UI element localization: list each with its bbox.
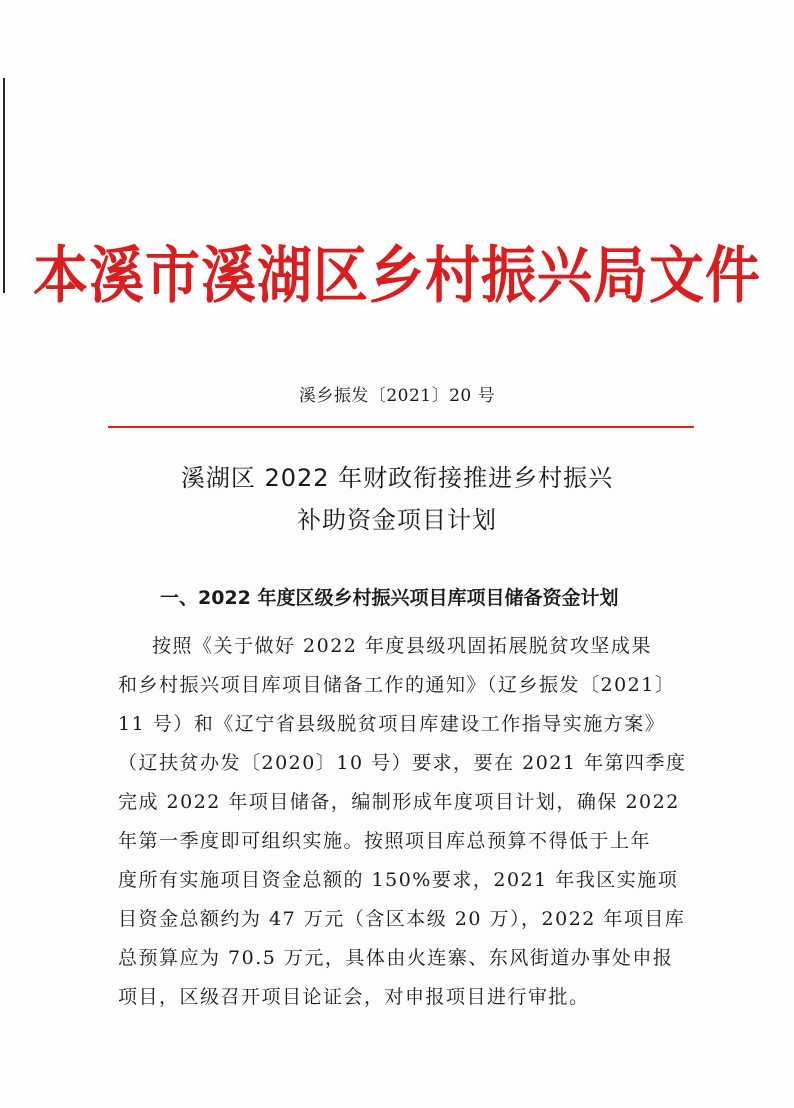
red-separator-line [108,426,694,428]
body-line: 总预算应为 70.5 万元，具体由火连寨、东风街道办事处申报 [118,947,674,969]
body-line: 目资金总额约为 47 万元（含区本级 20 万），2022 年项目库 [118,908,686,930]
body-line: 度所有实施项目资金总额的 150%要求，2021 年我区实施项 [118,869,679,891]
issuer-header: 本溪市溪湖区乡村振兴局文件 [32,239,761,312]
section-heading: 一、2022 年度区级乡村振兴项目库项目储备资金计划 [160,587,619,609]
body-line: 完成 2022 年项目储备，编制形成年度项目计划，确保 2022 [118,791,680,813]
document-title-line-2: 补助资金项目计划 [297,506,497,534]
document-number: 溪乡振发〔2021〕20 号 [298,386,496,406]
body-line: 按照《关于做好 2022 年度县级巩固拓展脱贫攻坚成果 [152,635,652,657]
body-line: 和乡村振兴项目库项目储备工作的通知》（辽乡振发〔2021〕 [118,674,676,696]
body-line: 11 号）和《辽宁省县级脱贫项目库建设工作指导实施方案》 [118,713,666,735]
body-line: （辽扶贫办发〔2020〕10 号）要求，要在 2021 年第四季度 [118,752,687,774]
body-line: 项目，区级召开项目论证会，对申报项目进行审批。 [118,986,590,1008]
document-title-line-1: 溪湖区 2022 年财政衔接推进乡村振兴 [180,464,614,492]
body-line: 年第一季度即可组织实施。按照项目库总预算不得低于上年 [118,830,652,852]
